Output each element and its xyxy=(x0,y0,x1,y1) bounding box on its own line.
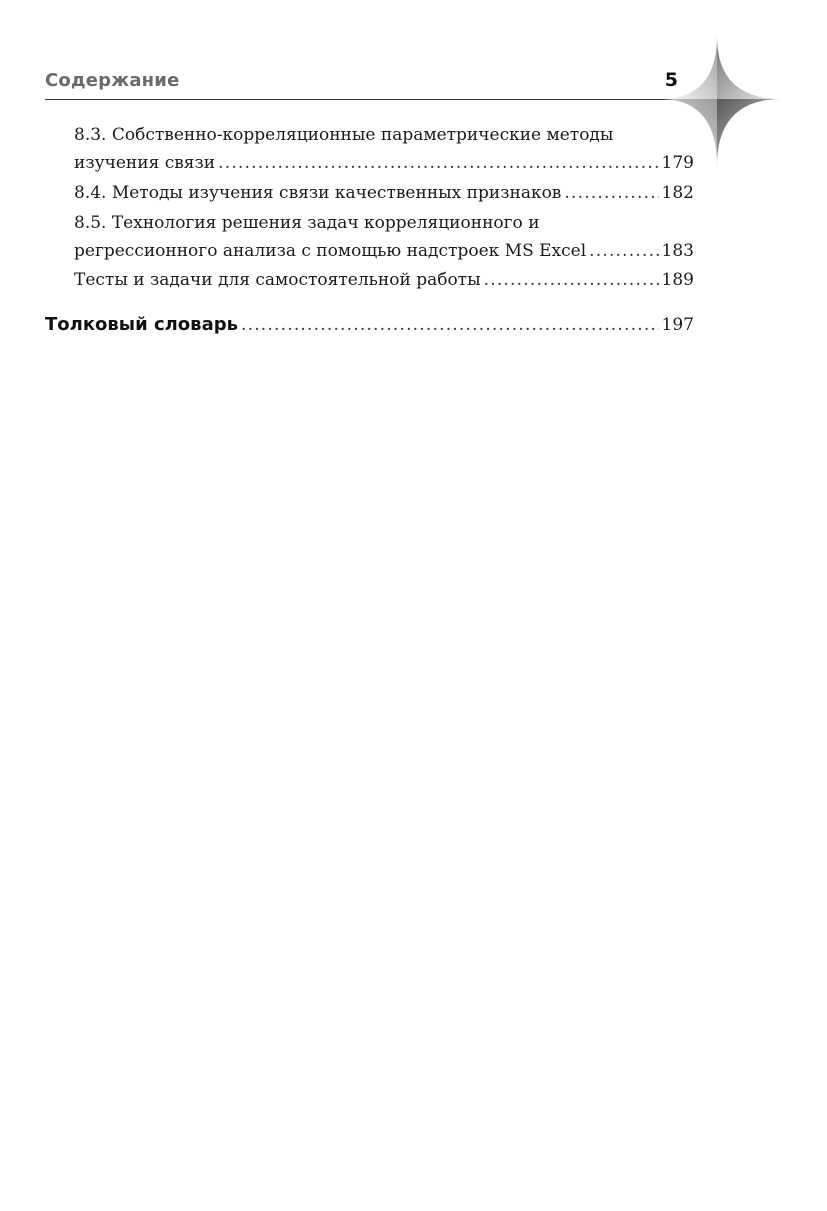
toc-entry-8-5[interactable] xyxy=(74,209,694,265)
toc-entry-text: 8.5. Технология решения задач корреляционного и xyxy=(74,213,540,233)
toc-entry-leader-line xyxy=(74,237,694,265)
toc-entry-leader-line xyxy=(74,266,694,294)
toc-entry-text-continued: регрессионного анализа с помощью надстроек MS Excel xyxy=(74,241,587,261)
toc-chapter-leader-line xyxy=(45,311,694,339)
toc-entry-text: 8.4. Методы изучения связи качественных признаков xyxy=(74,183,562,203)
toc-entry-8-3[interactable] xyxy=(74,121,694,177)
running-head xyxy=(45,70,685,98)
page-number: 5 xyxy=(664,69,678,91)
dot-leader xyxy=(564,179,658,207)
dot-leader xyxy=(589,237,658,265)
chapter-title: Толковый словарь xyxy=(45,314,238,335)
dot-leader xyxy=(484,266,659,294)
toc-entry-text-continued: изучения связи xyxy=(74,153,216,173)
toc-chapter-glossary[interactable] xyxy=(45,311,694,339)
toc-page-number: 197 xyxy=(661,315,694,335)
toc-entry-tests[interactable] xyxy=(74,266,694,294)
toc-entry-leader-line xyxy=(74,149,694,177)
toc-page-number: 183 xyxy=(661,241,694,261)
dot-leader xyxy=(241,311,659,339)
header-rule xyxy=(45,99,685,100)
toc-entry-text: 8.3. Собственно-корреляционные параметрические методы xyxy=(74,125,614,145)
toc-page-number: 182 xyxy=(661,183,694,203)
dot-leader xyxy=(218,149,658,177)
toc-page-number: 189 xyxy=(661,270,694,290)
toc-page-number: 179 xyxy=(661,153,694,173)
toc-entry-text: Тесты и задачи для самостоятельной работы xyxy=(74,270,481,290)
toc-entry-8-4[interactable] xyxy=(74,179,694,207)
section-title: Содержание xyxy=(45,70,180,91)
toc-entry-leader-line xyxy=(74,179,694,207)
table-of-contents xyxy=(74,121,694,294)
